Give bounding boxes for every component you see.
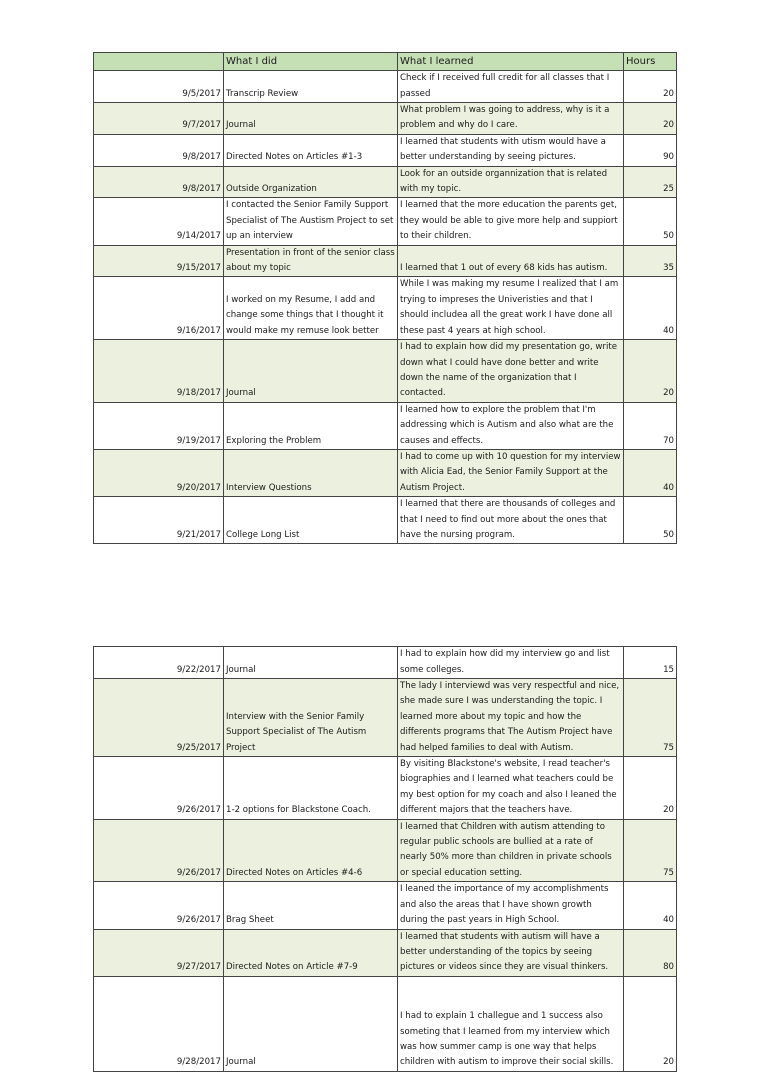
what-i-did-cell: Outside Organization	[224, 166, 398, 198]
hours-cell: 20	[624, 340, 677, 403]
table-row	[94, 757, 677, 820]
date-cell: 9/7/2017	[94, 103, 224, 135]
what-i-learned-cell: By visiting Blackstone's website, I read teacher's biographies and I learned what teachers could be my best option for my coach and also I leaned the different majors that the teachers have.	[398, 757, 624, 820]
hours-cell: 90	[624, 134, 677, 166]
hours-cell: 75	[624, 679, 677, 757]
table-row	[94, 449, 677, 496]
header-date	[94, 53, 224, 71]
header-what-i-learned: What I learned	[398, 53, 624, 71]
what-i-learned-cell: Look for an outside organnization that is related with my topic.	[398, 166, 624, 198]
what-i-learned-cell: I learned that students with utism would have a better understanding by seeing pictures.	[398, 134, 624, 166]
what-i-did-cell: Directed Notes on Article #7-9	[224, 929, 398, 976]
what-i-did-cell: Directed Notes on Articles #1-3	[224, 134, 398, 166]
what-i-learned-cell: Check if I received full credit for all classes that I passed	[398, 71, 624, 103]
date-cell: 9/18/2017	[94, 340, 224, 403]
what-i-did-cell: Exploring the Problem	[224, 402, 398, 449]
table-row	[94, 277, 677, 340]
hours-cell: 25	[624, 166, 677, 198]
hours-cell: 20	[624, 103, 677, 135]
what-i-learned-cell: I leaned the importance of my accomplishments and also the areas that I have shown growth during the past years in High School.	[398, 882, 624, 929]
date-cell: 9/20/2017	[94, 449, 224, 496]
what-i-did-cell: Interview Questions	[224, 449, 398, 496]
what-i-learned-cell: I learned that students with autism will have a better understanding of the topics by seeing pictures or videos since they are visual thinkers.	[398, 929, 624, 976]
what-i-learned-cell: I had to come up with 10 question for my interview with Alicia Ead, the Senior Family Support at the Autism Project.	[398, 449, 624, 496]
table-row	[94, 402, 677, 449]
date-cell: 9/14/2017	[94, 198, 224, 245]
date-cell: 9/5/2017	[94, 71, 224, 103]
what-i-did-cell: Presentation in front of the senior class about my topic	[224, 245, 398, 277]
hours-cell: 80	[624, 929, 677, 976]
hours-cell: 15	[624, 647, 677, 679]
activity-log-table	[93, 52, 677, 544]
table-row	[94, 71, 677, 103]
what-i-learned-cell: What problem I was going to address, why is it a problem and why do I care.	[398, 103, 624, 135]
date-cell: 9/22/2017	[94, 647, 224, 679]
table-row	[94, 647, 677, 679]
hours-cell: 35	[624, 245, 677, 277]
hours-cell: 50	[624, 198, 677, 245]
what-i-learned-cell: While I was making my resume I realized that I am trying to impreses the Univeristies and that I should includea all the great work I have done all these past 4 years at high school.	[398, 277, 624, 340]
date-cell: 9/16/2017	[94, 277, 224, 340]
table-row	[94, 929, 677, 976]
what-i-learned-cell: I had to explain 1 challegue and 1 success also someting that I learned from my interview which was how summer camp is one way that helps children with autism to improve their social skills.	[398, 976, 624, 1071]
hours-cell: 20	[624, 71, 677, 103]
hours-cell: 20	[624, 757, 677, 820]
date-cell: 9/26/2017	[94, 819, 224, 882]
header-what-i-did: What I did	[224, 53, 398, 71]
what-i-did-cell: College Long List	[224, 497, 398, 544]
what-i-did-cell: Journal	[224, 647, 398, 679]
hours-cell: 40	[624, 882, 677, 929]
date-cell: 9/21/2017	[94, 497, 224, 544]
date-cell: 9/25/2017	[94, 679, 224, 757]
what-i-learned-cell: The lady I interviewd was very respectful and nice, she made sure I was understanding the topic. I learned more about my topic and how the differents programs that The Autism Project have had helped families to deal with Autism.	[398, 679, 624, 757]
table-row	[94, 245, 677, 277]
hours-cell: 20	[624, 976, 677, 1071]
what-i-did-cell: Journal	[224, 103, 398, 135]
table-row	[94, 340, 677, 403]
date-cell: 9/27/2017	[94, 929, 224, 976]
date-cell: 9/8/2017	[94, 134, 224, 166]
what-i-did-cell: Interview with the Senior Family Support Specialist of The Autism Project	[224, 679, 398, 757]
hours-cell: 75	[624, 819, 677, 882]
what-i-learned-cell: I learned that Children with autism attending to regular public schools are bullied at a rate of nearly 50% more than children in private schools or special education setting.	[398, 819, 624, 882]
date-cell: 9/19/2017	[94, 402, 224, 449]
what-i-did-cell: Brag Sheet	[224, 882, 398, 929]
what-i-did-cell: Directed Notes on Articles #4-6	[224, 819, 398, 882]
table-row	[94, 679, 677, 757]
what-i-learned-cell: I had to explain how did my presentation go, write down what I could have done better and write down the name of the organization that I contacted.	[398, 340, 624, 403]
what-i-did-cell: I contacted the Senior Family Support Specialist of The Austism Project to set up an interview	[224, 198, 398, 245]
date-cell: 9/15/2017	[94, 245, 224, 277]
what-i-learned-cell: I learned how to explore the problem that I'm addressing which is Autism and also what are the causes and effects.	[398, 402, 624, 449]
table-row	[94, 166, 677, 198]
what-i-learned-cell: I had to explain how did my interview go and list some colleges.	[398, 647, 624, 679]
hours-cell: 40	[624, 449, 677, 496]
what-i-did-cell: Journal	[224, 340, 398, 403]
table-row	[94, 198, 677, 245]
header-hours: Hours	[624, 53, 677, 71]
what-i-did-cell: Journal	[224, 976, 398, 1071]
table-row	[94, 134, 677, 166]
what-i-learned-cell: I learned that 1 out of every 68 kids has autism.	[398, 245, 624, 277]
table-row	[94, 497, 677, 544]
hours-cell: 40	[624, 277, 677, 340]
activity-log-table-continued	[93, 646, 677, 1072]
date-cell: 9/28/2017	[94, 976, 224, 1071]
table-row	[94, 103, 677, 135]
what-i-learned-cell: I learned that the more education the parents get, they would be able to give more help and suppiort to their children.	[398, 198, 624, 245]
what-i-did-cell: I worked on my Resume, I add and change some things that I thought it would make my remuse look better	[224, 277, 398, 340]
date-cell: 9/8/2017	[94, 166, 224, 198]
what-i-learned-cell: I learned that there are thousands of colleges and that I need to find out more about the ones that have the nursing program.	[398, 497, 624, 544]
date-cell: 9/26/2017	[94, 757, 224, 820]
date-cell: 9/26/2017	[94, 882, 224, 929]
hours-cell: 70	[624, 402, 677, 449]
header-row	[94, 53, 677, 71]
table-row	[94, 882, 677, 929]
what-i-did-cell: Transcrip Review	[224, 71, 398, 103]
what-i-did-cell: 1-2 options for Blackstone Coach.	[224, 757, 398, 820]
table-row	[94, 819, 677, 882]
hours-cell: 50	[624, 497, 677, 544]
